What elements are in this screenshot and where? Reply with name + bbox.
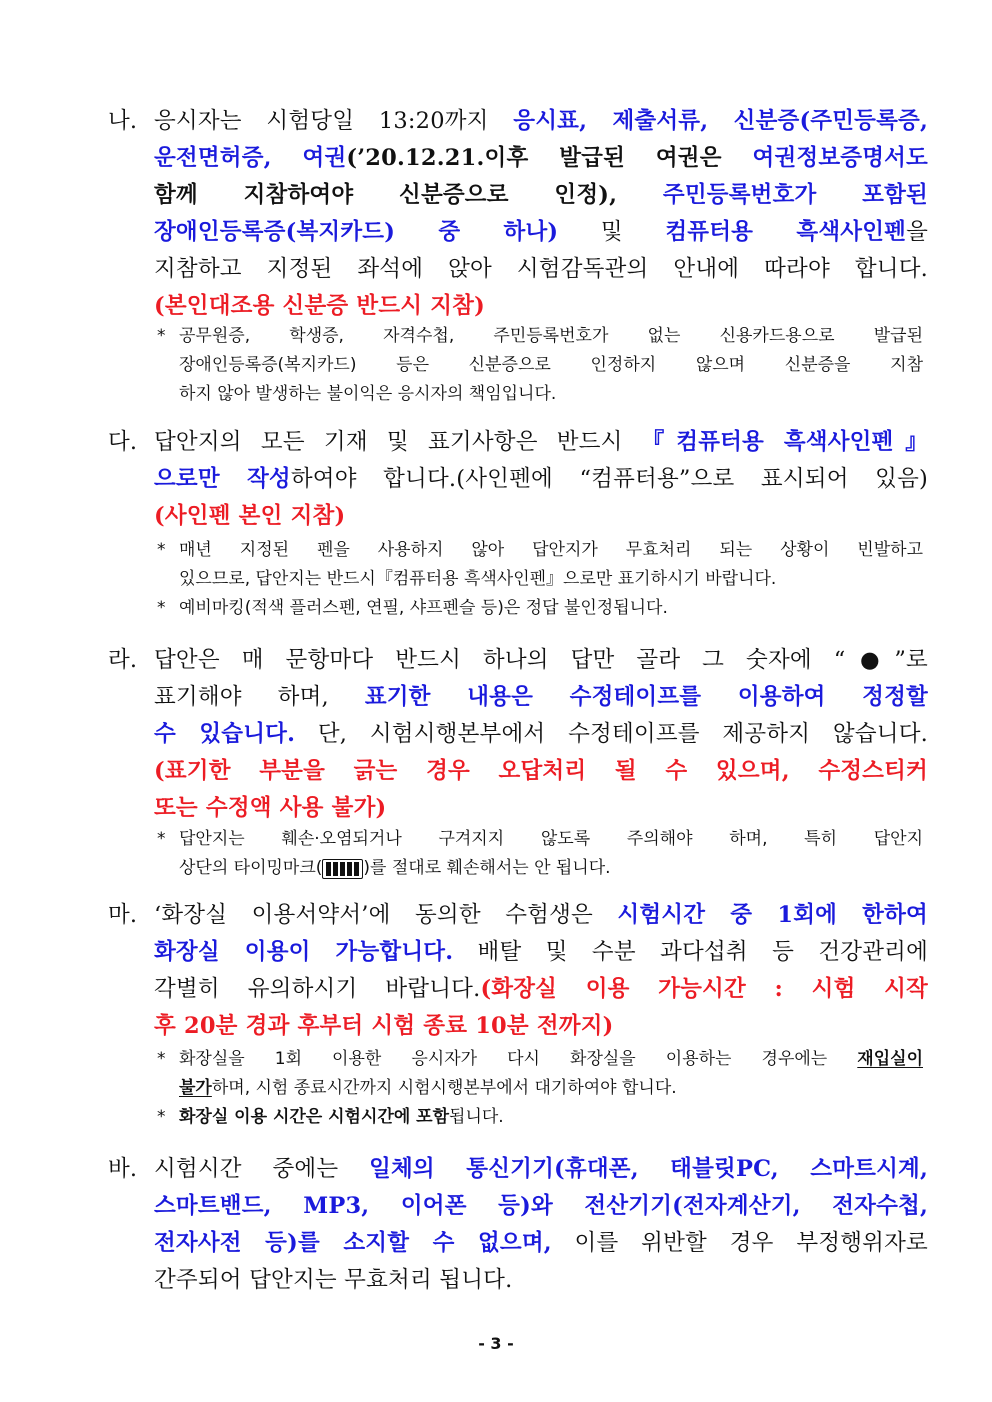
line: 스마트밴드, MP3, 이어폰 등)와 전산기기(전자계산기, 전자수첩, xyxy=(154,1193,928,1219)
timing-mark-icon xyxy=(322,859,363,879)
item-label: 다. xyxy=(108,429,138,455)
line: 간주되어 답안지는 무효처리 됩니다. xyxy=(154,1267,513,1293)
line: 마. ‘화장실 이용서약서’에 동의한 수험생은 시험시간 중 1회에 한하여 xyxy=(108,897,928,934)
notes-da: * 매년 지정된 펜을 사용하지 않아 답안지가 무효처리 되는 상황이 빈발하고 있으므로, 답안지는 반드시『컴퓨터용 흑색사인펜』으로만 표기하시기 바랍니다. * 예비마킹(적색 플러스펜, 연필, 샤프펜슬 등)은 정답 불인정됩니다. xyxy=(157,536,923,623)
line: 함께 지참하여야 신분증으로 인정), 주민등록번호가 포함된 xyxy=(154,182,928,208)
note-ra: * 답안지는 훼손·오염되거나 구겨지지 않도록 주의해야 하며, 특히 답안지 상단의 타이밍마크( )를 절대로 훼손해서는 안 됩니다. xyxy=(157,825,923,883)
line: 다. 답안지의 모든 기재 및 표기사항은 반드시 『컴퓨터용 흑색사인펜』 xyxy=(108,424,928,461)
line: 표기해야 하며, 표기한 내용은 수정테이프를 이용하여 정정할 xyxy=(154,684,928,710)
line: 각별히 유의하시기 바랍니다.(화장실 이용 가능시간 : 시험 시작 xyxy=(154,976,928,1002)
line: 장애인등록증(복지카드) 중 하나) 및 컴퓨터용 흑색사인펜을 xyxy=(154,219,929,245)
warning-line: 후 20분 경과 후부터 시험 종료 10분 전까지) xyxy=(154,1013,614,1039)
warning-line: (표기한 부분을 긁는 경우 오답처리 될 수 있으며, 수정스티커 xyxy=(154,758,928,784)
section-ba xyxy=(108,1151,928,1299)
section-ma xyxy=(108,897,928,1045)
note-bullet: * xyxy=(157,1107,166,1127)
line: 바. 시험시간 중에는 일체의 통신기기(휴대폰, 태블릿PC, 스마트시계, xyxy=(108,1151,928,1188)
warning-line: (사인펜 본인 지참) xyxy=(154,503,346,529)
line: 화장실 이용이 가능합니다. 배탈 및 수분 과다섭취 등 건강관리에 xyxy=(154,939,929,965)
note-bullet: * xyxy=(157,598,166,618)
page-number: - 3 - xyxy=(478,1334,514,1353)
line: 으로만 작성하여야 합니다.(사인펜에 “컴퓨터용”으로 표시되어 있음) xyxy=(154,466,928,492)
notes-ma: * 화장실을 1회 이용한 응시자가 다시 화장실을 이용하는 경우에는 재입실이 불가하며, 시험 종료시간까지 시험시행본부에서 대기하여야 합니다. * 화장실 이용 시간은 시험시간에 포함됩니다. xyxy=(157,1045,923,1132)
warning-line: 또는 수정액 사용 불가) xyxy=(154,795,387,821)
line: 나. 응시자는 시험당일 13:20까지 응시표, 제출서류, 신분증(주민등록증, xyxy=(108,103,928,140)
line: 전자사전 등)를 소지할 수 없으며, 이를 위반할 경우 부정행위자로 xyxy=(154,1230,928,1256)
line: 라. 답안은 매 문항마다 반드시 하나의 답만 골라 그 숫자에 “●”로 xyxy=(108,642,928,679)
section-ra xyxy=(108,642,928,827)
note-bullet: * xyxy=(157,326,166,346)
note-bullet: * xyxy=(157,540,166,560)
note-bullet: * xyxy=(157,829,166,849)
warning-line: (본인대조용 신분증 반드시 지참) xyxy=(154,293,485,319)
note-bullet: * xyxy=(157,1049,166,1069)
item-label: 마. xyxy=(108,902,138,928)
item-label: 바. xyxy=(108,1156,138,1182)
item-label: 라. xyxy=(108,647,138,673)
line: 지참하고 지정된 좌석에 앉아 시험감독관의 안내에 따라야 합니다. xyxy=(154,256,928,282)
note-na: * 공무원증, 학생증, 자격수첩, 주민등록번호가 없는 신용카드용으로 발급된 장애인등록증(복지카드) 등은 신분증으로 인정하지 않으며 신분증을 지참 하지 않아 발생하는 불이익은 응시자의 책임입니다. xyxy=(157,322,923,409)
line: 운전면허증, 여권(’20.12.21.이후 발급된 여권은 여권정보증명서도 xyxy=(154,145,928,171)
item-label: 나. xyxy=(108,108,138,134)
section-na xyxy=(108,103,928,325)
section-da xyxy=(108,424,928,535)
line: 수 있습니다. 단, 시험시행본부에서 수정테이프를 제공하지 않습니다. xyxy=(154,721,928,747)
